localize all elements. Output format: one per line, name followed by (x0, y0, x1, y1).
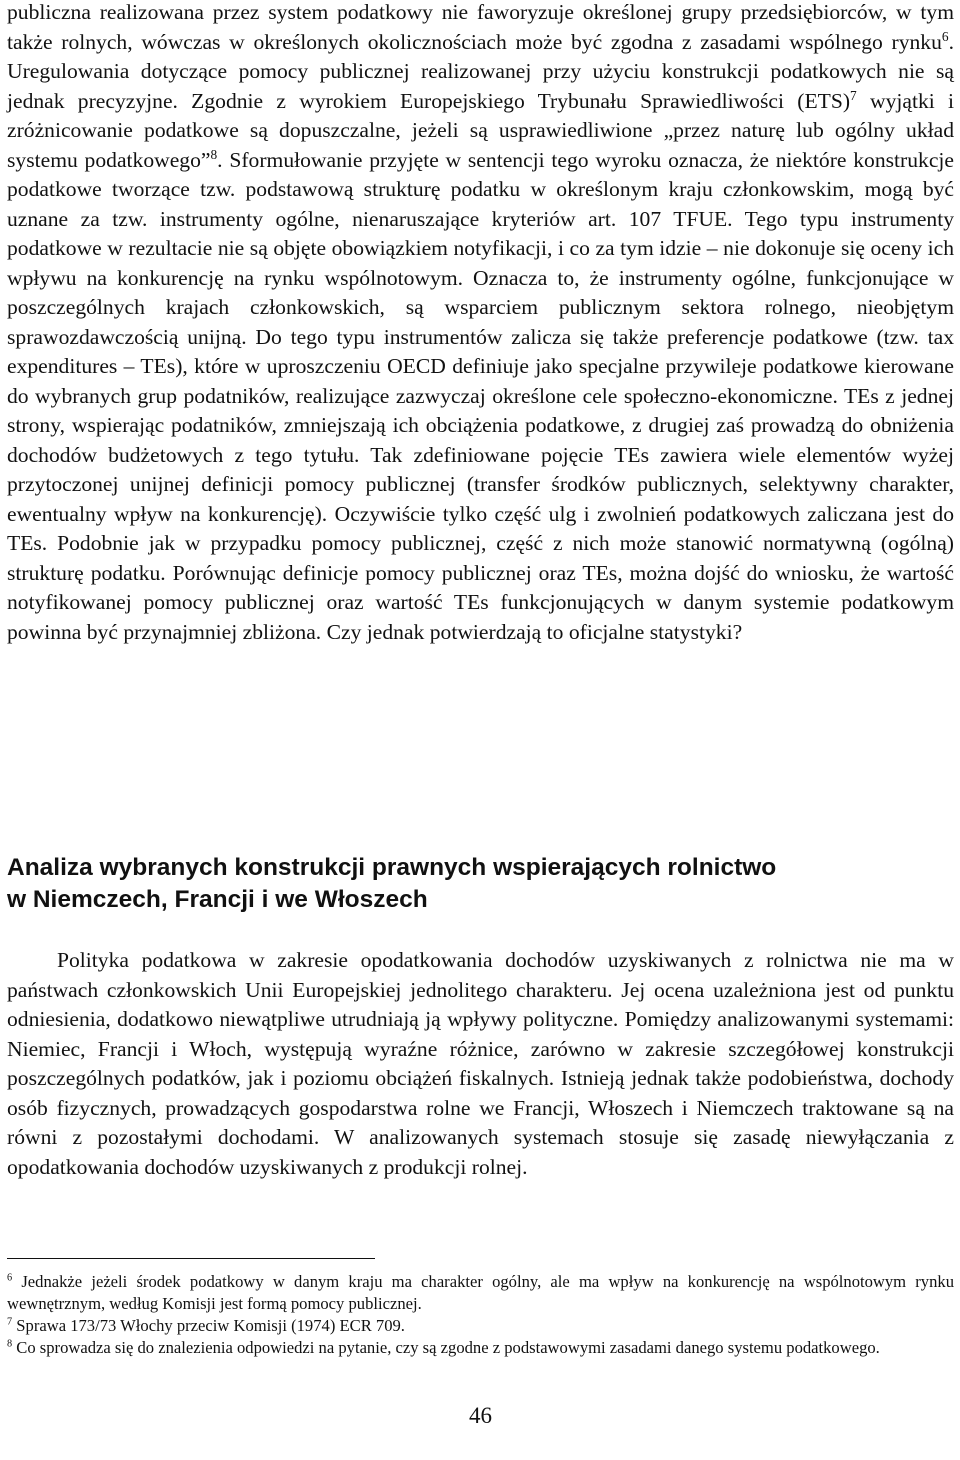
heading-line-2: w Niemczech, Francji i we Włoszech (7, 886, 428, 913)
paragraph-text: publiczna realizowana przez system podatkowy nie faworyzuje określonej grupy przedsiębiorców, w tym także rolnych, wówczas w określonych okolicznościach może być zgodna z zasadami wspólnego rynku (7, 0, 954, 54)
footnote-number: 8 (7, 1338, 13, 1350)
footnote-number: 6 (7, 1272, 13, 1284)
paragraph-text: wyjątki i zróżnicowanie podatkowe są dopuszczalne, jeżeli są usprawiedliwione „przez naturę lub ogólny układ systemu podatkowego” (7, 88, 954, 172)
paragraph-text: . Sformułowanie przyjęte w sentencji tego wyroku oznacza, że niektóre konstrukcje podatkowe tworzące tzw. podstawową strukturę podatku w określonym kraju członkowskim, mogą być uznane za tzw. instrumenty ogólne, nienaruszające kryteriów art. 107 TFUE. Tego typu instrumenty podatkowe w rezultacie nie są objęte obowiązkiem notyfikacji, i co za tym idzie – nie dokonuje się oceny ich wpływu na konkurencję na rynku wspólnotowym. Oznacza to, że instrumenty ogólne, funkcjonujące w poszczególnych krajach członkowskich, są wsparciem publicznym sektora rolnego, nieobjętym sprawozdawczością unijną. Do tego typu instrumentów zalicza się także preferencje podatkowe (tzw. tax expenditures – TEs), które w uproszczeniu OECD definiuje jako specjalne przywileje podatkowe kierowane do wybranych grup podatników, realizujące zazwyczaj określone cele społeczno-ekonomiczne. TEs z jednej strony, wspierając podatników, zmniejszają ich obciążenia podatkowe, z drugiej zaś prowadzą do obniżenia dochodów budżetowych z tego tytułu. Tak zdefiniowane pojęcie TEs zawiera wiele elementów wyżej przytoczonej unijnej definicji pomocy publicznej (transfer środków publicznych, selektywny charakter, ewentualny wpływ na konkurencję). Oczywiście tylko część ulg i zwolnień podatkowych zaliczana jest do TEs. Podobnie jak w przypadku pomocy publicznej, część z nich może stanowić normatywną (ogólną) strukturę podatku. Porównując definicje pomocy publicznej oraz TEs, można dojść do wniosku, że wartość notyfikowanej pomocy publicznej oraz wartość TEs funkcjonujących w danym systemie podatkowym powinna być przynajmniej zbliżona. Czy jednak potwierdzają to oficjalne statystyki? (7, 147, 954, 644)
footnote-text: Sprawa 173/73 Włochy przeciw Komisji (1974) ECR 709. (12, 1316, 405, 1335)
page-number: 46 (469, 1403, 492, 1428)
body-paragraph-2: Polityka podatkowa w zakresie opodatkowania dochodów uzyskiwanych z rolnictwa nie ma w państwach członkowskich Unii Europejskiej jednolitego charakteru. Jej ocena uzależniona jest od punktu odniesienia, dodatkowo niewątpliwe utrudniają ją wpływy polityczne. Pomiędzy analizowanymi systemami: Niemiec, Francji i Włoch, występują wyraźne różnice, zarówno w zakresie szczegółowej konstrukcji poszczególnych podatków, jak i poziomu obciążeń fiskalnych. Istnieją jednak także podobieństwa, dochody osób fizycznych, prowadzących gospodarstwa rolne we Francji, Włoszech i Niemczech traktowane są na równi z pozostałymi dochodami. W analizowanych systemach stosuje się zasadę niewyłączania z opodatkowania dochodów uzyskiwanych z produkcji rolnej. (7, 948, 954, 1179)
footnote-text: Jednakże jeżeli środek podatkowy w danym kraju ma charakter ogólny, ale ma wpływ na konkurencję na wspólnotowym rynku wewnętrznym, według Komisji jest formą pomocy publicznej. (7, 1272, 954, 1313)
footnote-7 (7, 1315, 954, 1337)
footnote-6 (7, 1271, 954, 1315)
body-paragraph-1 (7, 0, 954, 647)
footnote-8 (7, 1337, 954, 1359)
paragraph-text: . Uregulowania dotyczące pomocy publicznej realizowanej przy użyciu konstrukcji podatkowych nie są jednak precyzyjne. Zgodnie z wyrokiem Europejskiego Trybunału Sprawiedliwości (ETS) (7, 29, 954, 113)
footnote-ref-8[interactable]: 8 (210, 146, 218, 162)
footnote-ref-7[interactable]: 7 (850, 87, 857, 103)
heading-line-1: Analiza wybranych konstrukcji prawnych wspierających rolnictwo (7, 854, 777, 881)
footnote-separator (7, 1258, 375, 1259)
footnote-ref-6[interactable]: 6 (941, 28, 949, 44)
footnote-text: Co sprowadza się do znalezienia odpowiedzi na pytanie, czy są zgodne z podstawowymi zasadami danego systemu podatkowego. (12, 1338, 880, 1357)
section-heading (7, 852, 954, 916)
footnote-number: 7 (7, 1316, 13, 1328)
footnotes (7, 1271, 954, 1359)
